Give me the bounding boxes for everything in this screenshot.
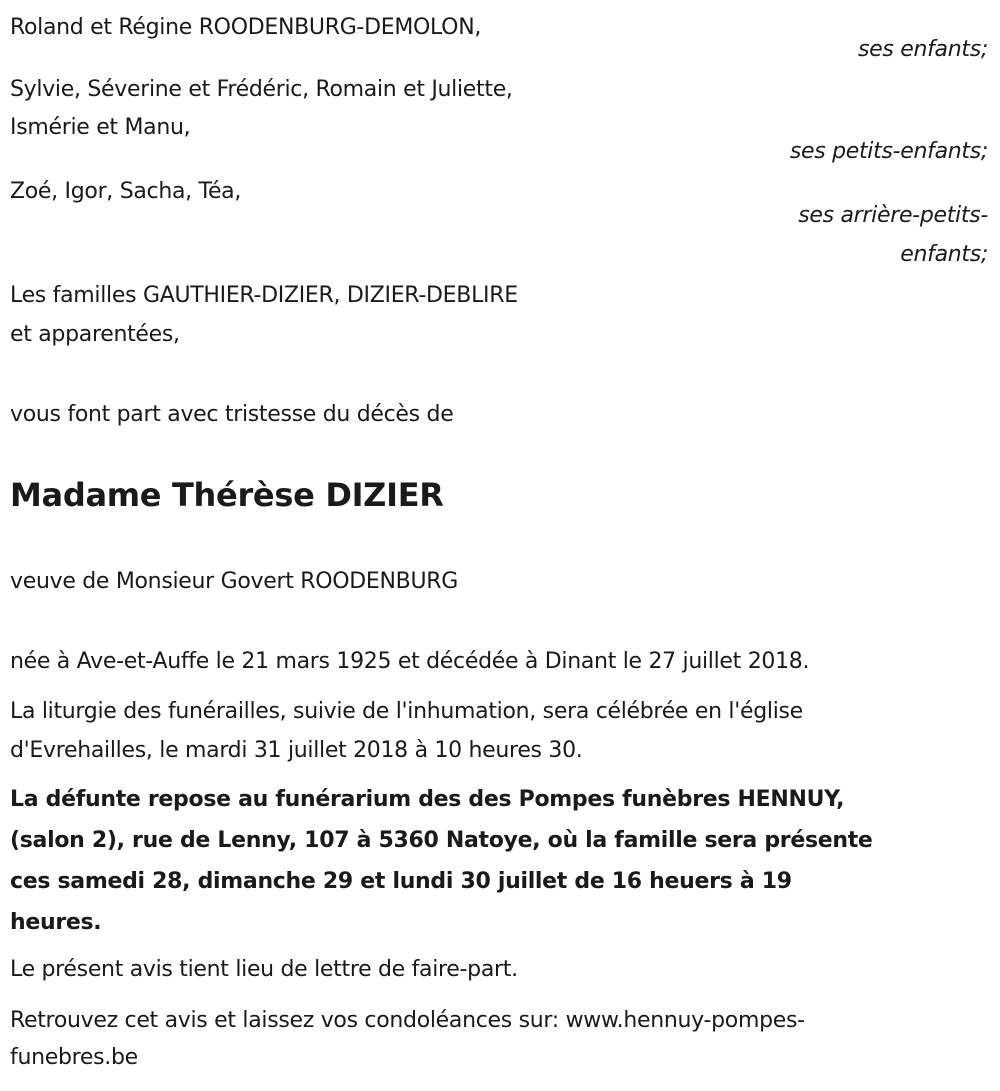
funerarium-2: (salon 2), rue de Lenny, 107 à 5360 Natoye, où la famille sera présente bbox=[10, 828, 873, 853]
widow-of: veuve de Monsieur Govert ROODENBURG bbox=[10, 569, 458, 594]
funerarium-4: heures. bbox=[10, 910, 102, 935]
deceased-name: Madame Thérèse DIZIER bbox=[10, 476, 444, 514]
role-great-grandchildren: ses arrière-petits- bbox=[798, 203, 988, 228]
liturgy-1: La liturgie des funérailles, suivie de l'inhumation, sera célébrée en l'église bbox=[10, 699, 803, 724]
family-relatives-2: et apparentées, bbox=[10, 322, 180, 347]
condolences-2: funebres.be bbox=[10, 1045, 138, 1070]
family-relatives: Les familles GAUTHIER-DIZIER, DIZIER-DEBLIRE bbox=[10, 283, 518, 308]
role-children: ses enfants; bbox=[857, 37, 988, 62]
condolences-1: Retrouvez cet avis et laissez vos condoléances sur: www.hennuy-pompes- bbox=[10, 1008, 805, 1033]
role-grandchildren: ses petits-enfants; bbox=[789, 139, 988, 164]
funerarium-3: ces samedi 28, dimanche 29 et lundi 30 juillet de 16 heuers à 19 bbox=[10, 869, 792, 894]
announcement: vous font part avec tristesse du décès de bbox=[10, 402, 454, 427]
family-children: Roland et Régine ROODENBURG-DEMOLON, bbox=[10, 15, 482, 40]
family-great-grandchildren: Zoé, Igor, Sacha, Téa, bbox=[10, 179, 242, 204]
family-grandchildren: Sylvie, Séverine et Frédéric, Romain et Juliette, bbox=[10, 77, 513, 102]
liturgy-2: d'Evrehailles, le mardi 31 juillet 2018 à 10 heures 30. bbox=[10, 738, 583, 763]
birth-death: née à Ave-et-Auffe le 21 mars 1925 et décédée à Dinant le 27 juillet 2018. bbox=[10, 649, 810, 674]
funerarium-1: La défunte repose au funérarium des des Pompes funèbres HENNUY, bbox=[10, 787, 845, 812]
role-great-grandchildren-2: enfants; bbox=[900, 242, 988, 267]
notice: Le présent avis tient lieu de lettre de faire-part. bbox=[10, 957, 518, 982]
family-grandchildren-2: Ismérie et Manu, bbox=[10, 115, 191, 140]
